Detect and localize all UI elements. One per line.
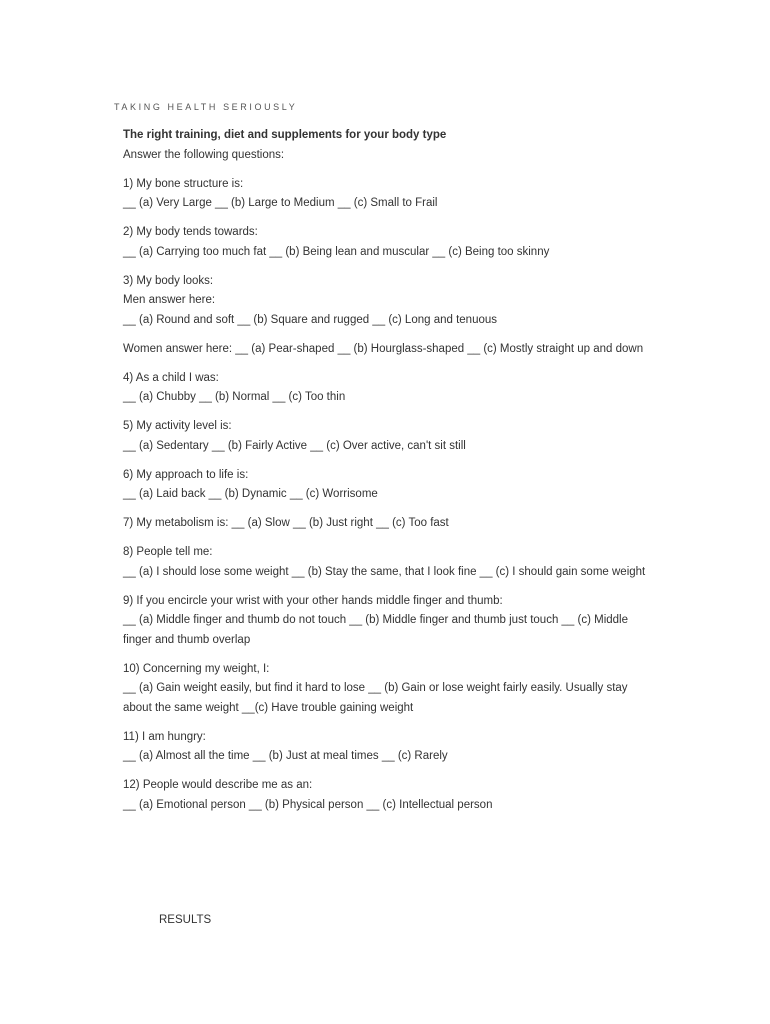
spacer: [123, 534, 653, 544]
question-9: [123, 592, 653, 651]
results-heading: RESULTS: [159, 914, 212, 926]
spacer: [123, 505, 653, 515]
spacer: [123, 165, 653, 175]
men-options: __ (a) Round and soft __ (b) Square and rugged __ (c) Long and tenuous: [123, 313, 498, 326]
question-10: [123, 660, 653, 719]
spacer: [123, 262, 653, 272]
question-11: [123, 728, 653, 767]
question-5: [123, 417, 653, 456]
question-12: [123, 776, 653, 815]
section-kicker: TAKING HEALTH SERIOUSLY: [114, 102, 298, 112]
question-options: __ (a) Carrying too much fat __ (b) Being lean and muscular __ (c) Being too skinny: [123, 245, 550, 258]
question-prompt: 2) My body tends towards:: [123, 226, 258, 238]
spacer: [123, 330, 653, 340]
question-1: [123, 175, 653, 214]
page-title: The right training, diet and supplements for your body type: [123, 129, 447, 141]
question-options: __ (a) I should lose some weight __ (b) Stay the same, that I look fine __ (c) I should gain some weight: [123, 565, 646, 578]
spacer: [123, 767, 653, 777]
question-4: [123, 369, 653, 408]
question-options: __ (a) Laid back __ (b) Dynamic __ (c) Worrisome: [123, 488, 378, 500]
question-options: __ (a) Very Large __ (b) Large to Medium __ (c) Small to Frail: [123, 197, 438, 209]
question-7: [123, 514, 653, 534]
question-2: [123, 223, 653, 262]
spacer: [123, 408, 653, 418]
question-options: __ (a) Emotional person __ (b) Physical person __ (c) Intellectual person: [123, 798, 493, 811]
intro-text: Answer the following questions:: [123, 148, 285, 161]
question-6: [123, 466, 653, 505]
spacer: [123, 650, 653, 660]
question-3: [123, 272, 653, 360]
spacer: [123, 582, 653, 592]
spacer: [123, 456, 653, 466]
spacer: [123, 214, 653, 224]
question-options: __ (a) Sedentary __ (b) Fairly Active __ (c) Over active, can't sit still: [123, 439, 466, 452]
question-prompt: 4) As a child I was:: [123, 371, 219, 384]
question-prompt: 12) People would describe me as an:: [123, 779, 313, 791]
question-prompt: 6) My approach to life is:: [123, 468, 249, 481]
question-prompt: 11) I am hungry:: [123, 730, 206, 743]
question-prompt: 10) Concerning my weight, I:: [123, 662, 270, 675]
question-prompt: 9) If you encircle your wrist with your other hands middle finger and thumb:: [123, 594, 503, 607]
questionnaire: [123, 126, 653, 815]
question-prompt: 3) My body looks:: [123, 274, 214, 287]
question-options: __ (a) Chubby __ (b) Normal __ (c) Too thin: [123, 391, 346, 403]
women-options: Women answer here: __ (a) Pear-shaped __ (b) Hourglass-shaped __ (c) Mostly straight up and down: [123, 342, 644, 355]
question-line: 7) My metabolism is: __ (a) Slow __ (b) Just right __ (c) Too fast: [123, 517, 449, 529]
question-prompt: 8) People tell me:: [123, 546, 213, 558]
spacer: [123, 359, 653, 369]
question-options: __ (a) Middle finger and thumb do not touch __ (b) Middle finger and thumb just touch __ (c) Middle finger and thumb overlap: [123, 614, 629, 646]
question-options: __ (a) Gain weight easily, but find it hard to lose __ (b) Gain or lose weight fairly easily. Usually stay about the same weight __(c) Have trouble gaining weight: [123, 682, 628, 714]
question-8: [123, 543, 653, 582]
question-prompt: 5) My activity level is:: [123, 420, 232, 432]
question-options: __ (a) Almost all the time __ (b) Just at meal times __ (c) Rarely: [123, 750, 448, 762]
spacer: [123, 718, 653, 728]
question-prompt: 1) My bone structure is:: [123, 177, 244, 190]
men-label: Men answer here:: [123, 294, 216, 306]
